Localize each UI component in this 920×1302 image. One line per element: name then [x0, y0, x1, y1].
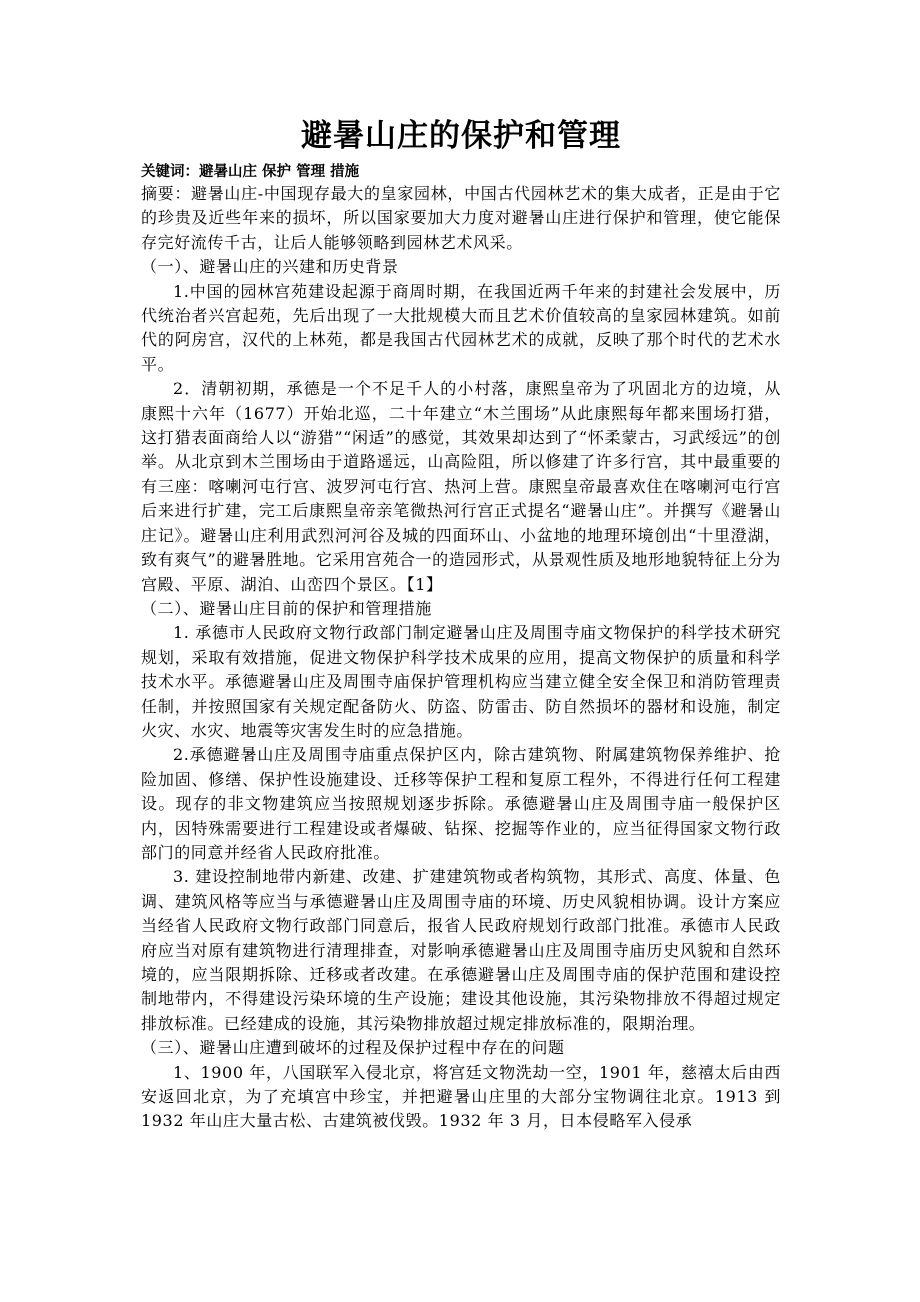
abstract: 摘要：避暑山庄-中国现存最大的皇家园林，中国古代园林艺术的集大成者，正是由于它的珍贵及近些年来的损坏，所以国家要加大力度对避暑山庄进行保护和管理，使它能保存完好流传千古，让后人能够领略到园林艺术风采。 — [141, 184, 781, 252]
section-1-paragraph-2: 2．清朝初期，承德是一个不足千人的小村落，康熙皇帝为了巩固北方的边境，从康熙十六年（1677）开始北巡，二十年建立“木兰围场”从此康熙每年都来围场打猎，这打猎表面商给人以“游猎”“闲适”的感觉，其效果却达到了“怀柔蒙古，习武绥远”的创举。从北京到木兰围场由于道路遥远，山高险阻，所以修建了许多行宫，其中最重要的有三座：喀喇河屯行宫、波罗河屯行宫、热河上营。康熙皇帝最喜欢住在喀喇河屯行宫后来进行扩建，完工后康熙皇帝亲笔微热河行宫正式提名“避暑山庄”。并撰写《避暑山庄记》。避暑山庄利用武烈河河谷及城的四面环山、小盆地的地理环境创出“十里澄湖，致有爽气”的避暑胜地。它采用宫苑合一的造园形式，从景观性质及地形地貌特征上分为宫殿、平原、湖泊、山峦四个景区。【1】 — [141, 379, 781, 594]
section-1-paragraph-1: 1.中国的园林宫苑建设起源于商周时期，在我国近两千年来的封建社会发展中，历代统治者兴宫起苑，先后出现了一大批规模大而且艺术价值较高的皇家园林建筑。如前代的阿房宫，汉代的上林苑，都是我国古代园林艺术的成就，反映了那个时代的艺术水平。 — [141, 281, 781, 374]
section-2-paragraph-3: 3. 建设控制地带内新建、改建、扩建建筑物或者构筑物，其形式、高度、体量、色调、建筑风格等应当与承德避暑山庄及周围寺庙的环境、历史风貌相协调。设计方案应当经省人民政府文物行政部门同意后，报省人民政府规划行政部门批准。承德市人民政府应当对原有建筑物进行清理排查，对影响承德避暑山庄及周围寺庙历史风貌和自然环境的，应当限期拆除、迁移或者改建。在承德避暑山庄及周围寺庙的保护范围和建设控制地带内，不得建设污染环境的生产设施；建设其他设施，其污染物排放不得超过规定排放标准。已经建成的设施，其污染物排放超过规定排放标准的，限期治理。 — [141, 867, 781, 1033]
document-page — [141, 110, 781, 1134]
keywords-line — [141, 162, 781, 182]
keywords-value: 避暑山庄 保护 管理 措施 — [199, 164, 360, 180]
section-2-paragraph-1: 1. 承德市人民政府文物行政部门制定避暑山庄及周围寺庙文物保护的科学技术研究规划，采取有效措施，促进文物保护科学技术成果的应用，提高文物保护的质量和科学技术水平。承德避暑山庄及周围寺庙保护管理机构应当建立健全安全保卫和消防管理责任制，并按照国家有关规定配备防火、防盗、防雷击、防自然损坏的器材和设施，制定火灾、水灾、地震等灾害发生时的应急措施。 — [141, 623, 781, 740]
keywords-label: 关键词： — [141, 164, 199, 180]
section-3-paragraph-1: 1、1900 年，八国联军入侵北京，将宫廷文物洗劫一空，1901 年，慈禧太后由西安返回北京，为了充填宫中珍宝，并把避暑山庄里的大部分宝物调往北京。1913 到 1932 年山庄大量古松、古建筑被伐毁。1932 年 3 月，日本侵略军入侵承 — [141, 1062, 781, 1131]
section-heading-1: （一）、避暑山庄的兴建和历史背景 — [141, 257, 399, 277]
section-heading-2: （二）、避暑山庄目前的保护和管理措施 — [141, 598, 432, 618]
section-2-paragraph-2: 2.承德避暑山庄及周围寺庙重点保护区内，除古建筑物、附属建筑物保养维护、抢险加固、修缮、保护性设施建设、迁移等保护工程和复原工程外，不得进行任何工程建设。现存的非文物建筑应当按照规划逐步拆除。承德避暑山庄及周围寺庙一般保护区内，因特殊需要进行工程建设或者爆破、钻探、挖掘等作业的，应当征得国家文物行政部门的同意并经省人民政府批准。 — [141, 745, 781, 862]
section-heading-3: （三）、避暑山庄遭到破坏的过程及保护过程中存在的问题 — [141, 1038, 565, 1058]
document-title: 避暑山庄的保护和管理 — [301, 118, 621, 154]
